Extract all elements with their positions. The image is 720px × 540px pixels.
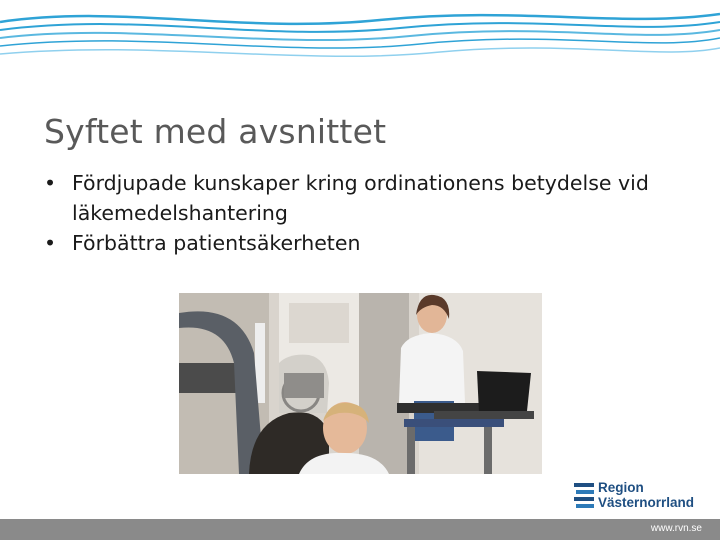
region-logo [574,480,714,514]
region-waves-icon [574,481,594,511]
logo-text [598,480,694,510]
footer-bar [0,519,720,540]
logo-line-region: Region [598,480,644,495]
footer-url[interactable]: www.rvn.se [650,523,702,534]
slide-title: Syftet med avsnittet [44,112,387,151]
bullet-item: • Förbättra patientsäkerheten [44,228,694,258]
logo-line-vasternorrland: Västernorrland [598,495,695,510]
wave-decoration [0,0,720,80]
bullet-item: • Fördjupade kunskaper kring ordinationens betydelse vid läkemedelshantering [44,168,694,228]
slide-photo [179,293,542,474]
bullet-list [44,168,694,258]
nurse-laptop-photo-image [179,293,542,474]
